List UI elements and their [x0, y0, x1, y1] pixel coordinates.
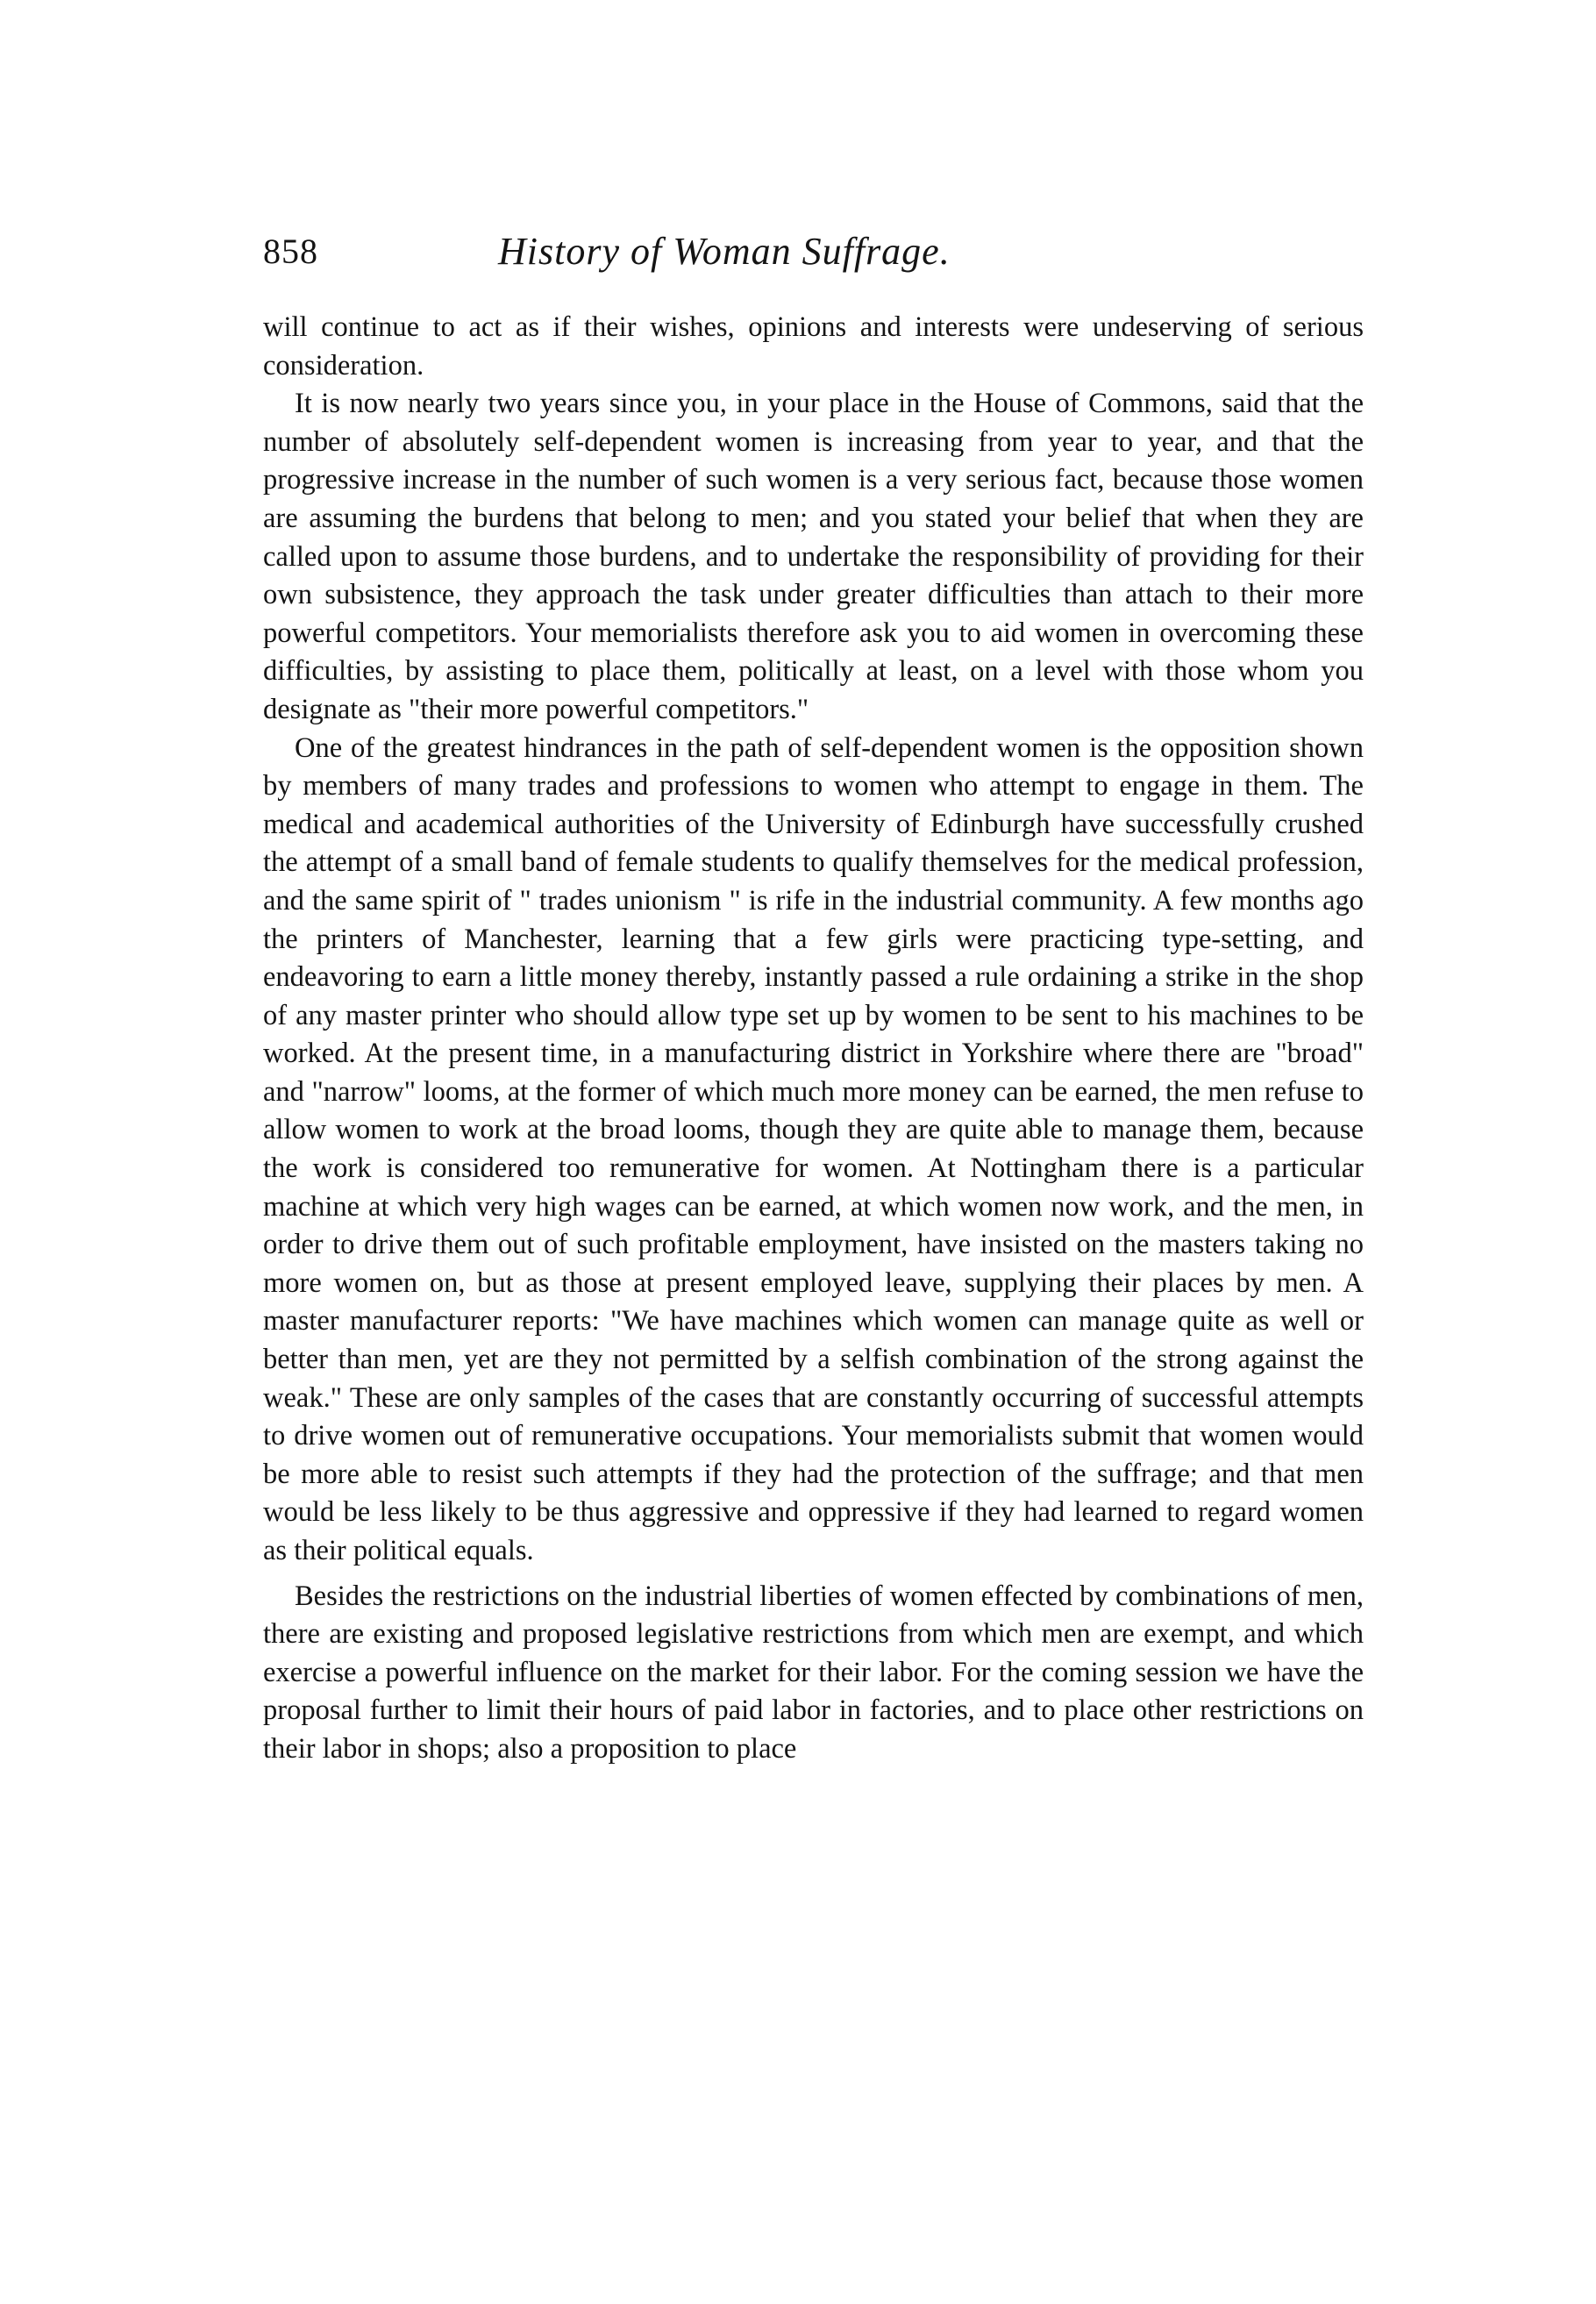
paragraph-trades-opposition: One of the greatest hindrances in the path of self-dependent women is the opposition shown by members of many trades and professions to women who attempt to engage in them. The medical and academical authorities of the University of Edinburgh have successfully crushed the attempt of a small band of female students to qualify themselves for the medical profession, and the same spirit of " trades unionism " is rife in the industrial community. A few months ago the printers of Manchester, learning that a few girls were practicing type-setting, and endeavoring to earn a little money thereby, instantly passed a rule ordaining a strike in the shop of any master printer who should allow type set up by women to be sent to his machines to be worked. At the present time, in a manufacturing district in Yorkshire where there are "broad" and "narrow" looms, at the former of which much more money can be earned, the men refuse to allow women to work at the broad looms, though they are quite able to manage them, because the work is considered too remunerative for women. At Nottingham there is a particular machine at which very high wages can be earned, at which women now work, and the men, in order to drive them out of such profitable employment, have insisted on the masters taking no more women on, but as those at present employed leave, supplying their places by men. A master manufacturer reports: "We have machines which women can manage quite as well or better than men, yet are they not permitted by a selfish combination of the strong against the weak." These are only samples of the cases that are constantly occurring of successful attempts to drive women out of remunerative occupations. Your memorialists submit that women would be more able to resist such attempts if they had the protection of the suffrage; and that men would be less likely to be thus aggressive and oppressive if they had learned to regard women as their political equals. [263, 731, 1364, 1566]
page-number: 858 [263, 232, 318, 271]
page-header [263, 230, 1350, 282]
body-text [263, 309, 1364, 1769]
running-title: History of Woman Suffrage. [498, 230, 951, 273]
paragraph-commons-speech: It is now nearly two years since you, in your place in the House of Commons, said that the number of absolutely self-dependent women is increasing from year to year, and that the progressive increase in the number of such women is a very serious fact, because those women are assuming the burdens that belong to men; and you stated your belief that when they are called upon to assume those burdens, and to undertake the responsibility of providing for their own subsistence, they approach the task under greater difficulties than attach to their more powerful competitors. Your memorialists therefore ask you to aid women in overcoming these difficulties, by assisting to place them, politically at least, on a level with those whom you designate as "their more powerful competitors." [263, 388, 1364, 725]
paragraph-continued: will continue to act as if their wishes, opinions and interests were undeserving of serious consideration. [263, 311, 1364, 382]
paragraph-legislative-restrictions: Besides the restrictions on the industrial liberties of women effected by combinations of men, there are existing and proposed legislative restrictions from which men are exempt, and which exercise a powerful influence on the market for their labor. For the coming session we have the proposal further to limit their hours of paid labor in factories, and to place other restrictions on their labor in shops; also a proposition to place [263, 1580, 1364, 1765]
